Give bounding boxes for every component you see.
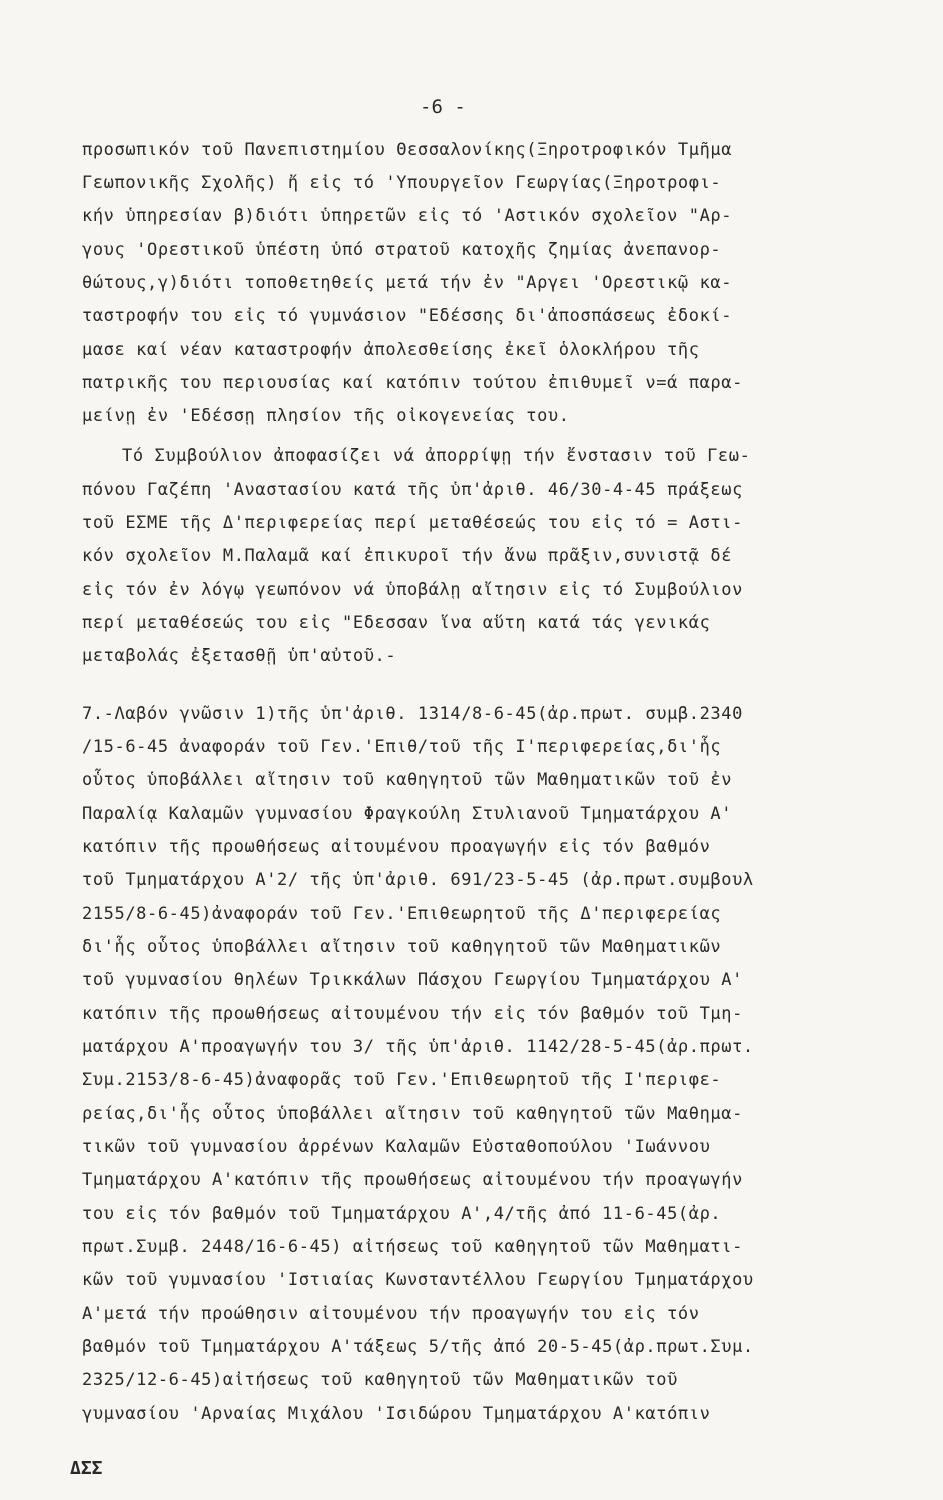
text-line: εἰς τόν ἐν λόγῳ γεωπόνον νά ὑποβάλῃ αἴτησιν εἰς τό Συμβούλιον [82, 580, 743, 600]
text-line: Παραλίᾳ Καλαμῶν γυμνασίου Φραγκούλη Στυλιανοῦ Τμηματάρχου Α' [82, 804, 733, 824]
text-line: Συμ.2153/8-6-45)ἀναφορᾶς τοῦ Γεν.'Επιθεωρητοῦ τῆς Ι'περιφε- [82, 1070, 722, 1090]
text-line: ρείας,δι'ἧς οὗτος ὑποβάλλει αἴτησιν τοῦ καθηγητοῦ τῶν Μαθημα- [82, 1104, 743, 1124]
text-line: του εἰς τόν βαθμόν τοῦ Τμηματάρχου Α',4/τῆς ἀπό 11-6-45(ἀρ. [82, 1204, 722, 1224]
text-line: βαθμόν τοῦ Τμηματάρχου Α'τάξεως 5/τῆς ἀπό 20-5-45(ἀρ.πρωτ.Συμ. [82, 1337, 754, 1357]
text-line: γους 'Ορεστικοῦ ὑπέστη ὑπό στρατοῦ κατοχῆς ζημίας ἀνεπανορ- [82, 240, 722, 260]
page-number: -6 - [420, 96, 466, 118]
text-line: Γεωπονικῆς Σχολῆς) ἤ εἰς τό 'Υπουργεῖον Γεωργίας(Ξηροτροφι- [82, 173, 722, 193]
text-line: Τμηματάρχου Α'κατόπιν τῆς προωθήσεως αἰτουμένου τήν προαγωγήν [82, 1170, 743, 1190]
footer-mark: ΔΣΣ [70, 1458, 103, 1479]
text-line: γυμνασίου 'Αρναίας Μιχάλου 'Ισιδώρου Τμηματάρχου Α'κατόπιν [82, 1404, 711, 1424]
text-line: Τό Συμβούλιον ἀποφασίζει νά ἀπορρίψῃ τήν ἔνστασιν τοῦ Γεω- [122, 446, 751, 466]
text-line: τικῶν τοῦ γυμνασίου ἀρρένων Καλαμῶν Εὐσταθοπούλου 'Ιωάννου [82, 1137, 711, 1157]
text-line: πατρικῆς του περιουσίας καί κατόπιν τούτου ἐπιθυμεῖ ν=ά παρα- [82, 373, 743, 393]
text-line: θώτους,γ)διότι τοποθετηθείς μετά τήν ἐν "Αργει 'Ορεστικῷ κα- [82, 273, 733, 293]
text-line: 2325/12-6-45)αἰτήσεως τοῦ καθηγητοῦ τῶν Μαθηματικῶν τοῦ [82, 1370, 678, 1390]
text-line: κόν σχολεῖον Μ.Παλαμᾶ καί ἐπικυροῖ τήν ἄνω πρᾶξιν,συνιστᾷ δέ [82, 546, 733, 566]
text-line: οὗτος ὑποβάλλει αἴτησιν τοῦ καθηγητοῦ τῶν Μαθηματικῶν τοῦ ἐν [82, 770, 733, 790]
text-line: πόνου Γαζέπη 'Αναστασίου κατά τῆς ὑπ'ἀριθ. 46/30-4-45 πράξεως [82, 480, 743, 500]
text-line: τοῦ Τμηματάρχου Α'2/ τῆς ὑπ'ἀριθ. 691/23-5-45 (ἀρ.πρωτ.συμβουλ [82, 870, 754, 890]
text-line: ταστροφήν του εἰς τό γυμνάσιον "Εδέσσης δι'ἀποσπάσεως ἐδοκί- [82, 306, 733, 326]
text-line: πρωτ.Συμβ. 2448/16-6-45) αἰτήσεως τοῦ καθηγητοῦ τῶν Μαθηματι- [82, 1237, 743, 1257]
text-line: 2155/8-6-45)ἀναφοράν τοῦ Γεν.'Επιθεωρητοῦ τῆς Δ'περιφερείας [82, 904, 722, 924]
text-line: δι'ἧς οὗτος ὑποβάλλει αἴτησιν τοῦ καθηγητοῦ τῶν Μαθηματικῶν [82, 937, 722, 957]
text-line: κατόπιν τῆς προωθήσεως αἰτουμένου τήν εἰς τόν βαθμόν τοῦ Τμη- [82, 1004, 743, 1024]
text-line: κήν ὑπηρεσίαν β)διότι ὑπηρετῶν εἰς τό 'Αστικόν σχολεῖον "Αρ- [82, 206, 733, 226]
text-line: μεταβολάς ἐξετασθῇ ὑπ'αὐτοῦ.- [82, 646, 397, 666]
text-line: περί μεταθέσεώς του εἰς "Εδεσσαν ἵνα αὕτη κατά τάς γενικάς [82, 613, 711, 633]
text-line: τοῦ ΕΣΜΕ τῆς Δ'περιφερείας περί μεταθέσεώς του εἰς τό = Αστι- [82, 513, 743, 533]
text-line: κῶν τοῦ γυμνασίου 'Ιστιαίας Κωνσταντέλλου Γεωργίου Τμηματάρχου [82, 1270, 754, 1290]
text-line: τοῦ γυμνασίου θηλέων Τρικκάλων Πάσχου Γεωργίου Τμηματάρχου Α' [82, 970, 743, 990]
text-line: μείνῃ ἐν 'Εδέσσῃ πλησίον τῆς οἰκογενείας του. [82, 406, 570, 426]
text-line: ματάρχου Α'προαγωγήν του 3/ τῆς ὑπ'ἀριθ. 1142/28-5-45(ἀρ.πρωτ. [82, 1037, 754, 1057]
text-line: 7.-Λαβόν γνῶσιν 1)τῆς ὑπ'ἀριθ. 1314/8-6-45(ἀρ.πρωτ. συμβ.2340 [82, 704, 743, 724]
text-line: /15-6-45 ἀναφοράν τοῦ Γεν.'Επιθ/τοῦ τῆς Ι'περιφερείας,δι'ἧς [82, 737, 722, 757]
text-line: κατόπιν τῆς προωθήσεως αἰτουμένου προαγωγήν εἰς τόν βαθμόν [82, 837, 711, 857]
text-line: προσωπικόν τοῦ Πανεπιστημίου Θεσσαλονίκης(Ξηροτροφικόν Τμῆμα [82, 140, 733, 160]
text-line: μασε καί νέαν καταστροφήν ἀπολεσθείσης ἐκεῖ ὁλοκλήρου τῆς [82, 340, 700, 360]
text-line: Α'μετά τήν προώθησιν αἰτουμένου τήν προαγωγήν του εἰς τόν [82, 1304, 700, 1324]
